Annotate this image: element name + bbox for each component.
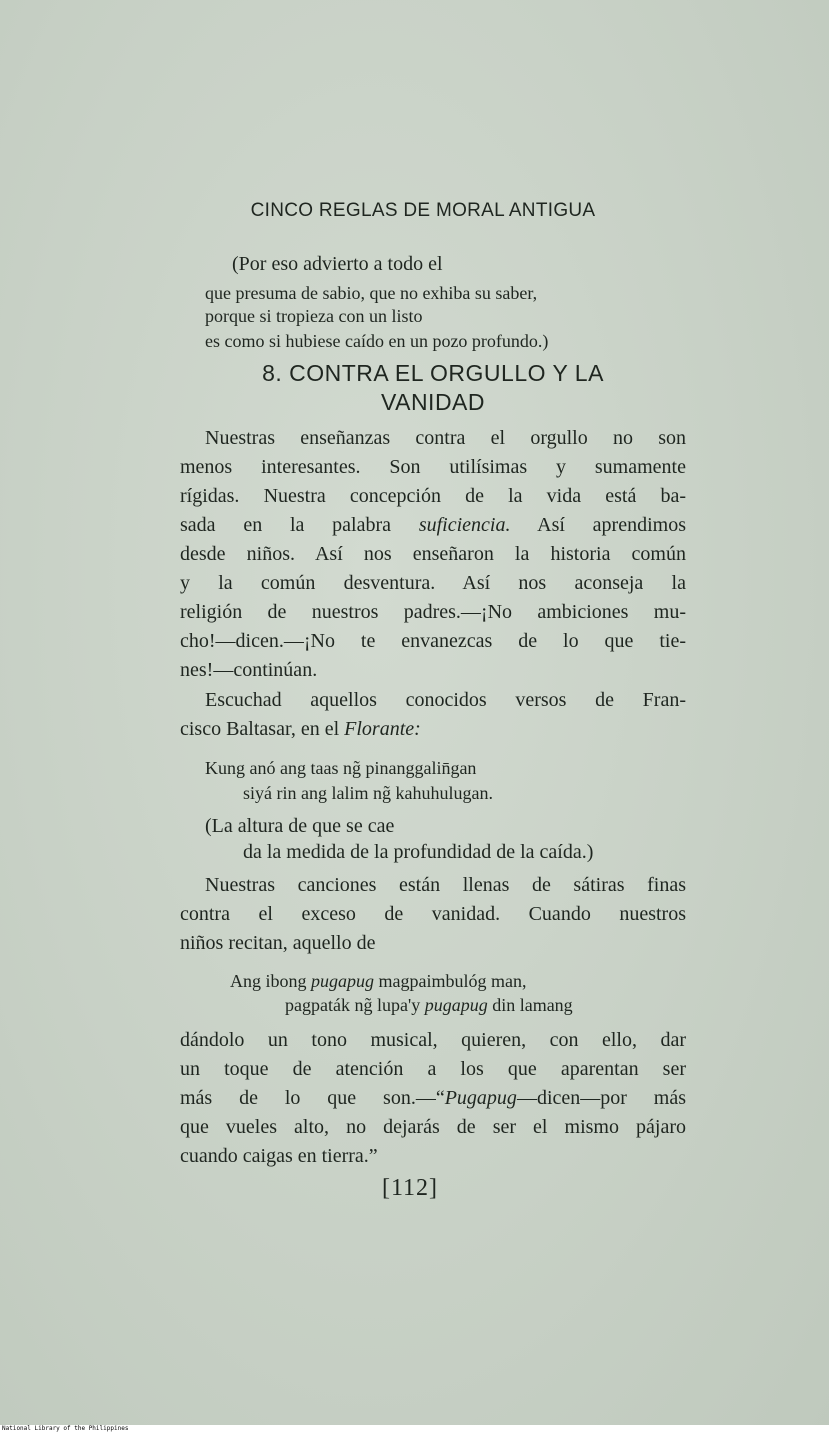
para1-line: menos interesantes. Son utilísimas y sumamente [180,456,686,478]
translation-verse-line: da la medida de la profundidad de la caída.) [243,841,594,863]
para3-line: niños recitan, aquello de [180,932,376,954]
para4-line: más de lo que son.—“Pugapug—dicen—por más [180,1087,687,1109]
para1-line: cho!—dicen.—¡No te envanezcas de lo que tie- [180,630,686,652]
translation-verse-line: (La altura de que se cae [205,815,395,837]
para1-line: desde niños. Así nos enseñaron la historia común [180,543,686,565]
verse1-line: que presuma de sabio, que no exhiba su saber, [205,283,538,303]
tagalog-verse-line: Kung anó ang taas ng̃ pinanggalin̄gan [205,758,477,778]
para4-line: dándolo un tono musical, quieren, con ello, dar [180,1029,686,1051]
pugapug-verse-line: pagpaták ng̃ lupa'y pugapug din lamang [285,995,573,1015]
para1-line: rígidas. Nuestra concepción de la vida está ba- [180,485,686,507]
para4-line: un toque de atención a los que aparentan ser [180,1058,686,1080]
section-heading-line1: 8. CONTRA EL ORGULLO Y LA [262,360,604,386]
verse1-line: (Por eso advierto a todo el [232,253,443,275]
para2-line: cisco Baltasar, en el Florante: [180,718,421,740]
para3-line: contra el exceso de vanidad. Cuando nuestros [180,903,686,925]
tagalog-verse-line: siyá rin ang lalim ng̃ kahuhulugan. [243,783,493,803]
para1-line: y la común desventura. Así nos aconseja la [180,572,686,594]
para1-line: nes!—continúan. [180,659,318,681]
para3-line: Nuestras canciones están llenas de sátiras finas [205,874,686,896]
library-footer: National Library of the Philippines [0,1425,829,1433]
para4-line: cuando caigas en tierra.” [180,1145,378,1167]
verse1-line: porque si tropieza con un listo [205,306,423,326]
verse1-line: es como si hubiese caído en un pozo profundo.) [205,331,549,351]
section-heading-line2: VANIDAD [380,389,486,415]
para1-line: sada en la palabra suficiencia. Así aprendimos [180,514,686,536]
running-head: CINCO REGLAS DE MORAL ANTIGUA [250,200,596,221]
page-number: [112] [381,1175,439,1201]
para1-line: religión de nuestros padres.—¡No ambiciones mu- [180,601,686,623]
para1-line: Nuestras enseñanzas contra el orgullo no son [205,427,686,449]
para2-line: Escuchad aquellos conocidos versos de Fran- [205,689,686,711]
pugapug-verse-line: Ang ibong pugapug magpaimbulóg man, [230,971,527,991]
para4-line: que vueles alto, no dejarás de ser el mismo pájaro [180,1116,686,1138]
